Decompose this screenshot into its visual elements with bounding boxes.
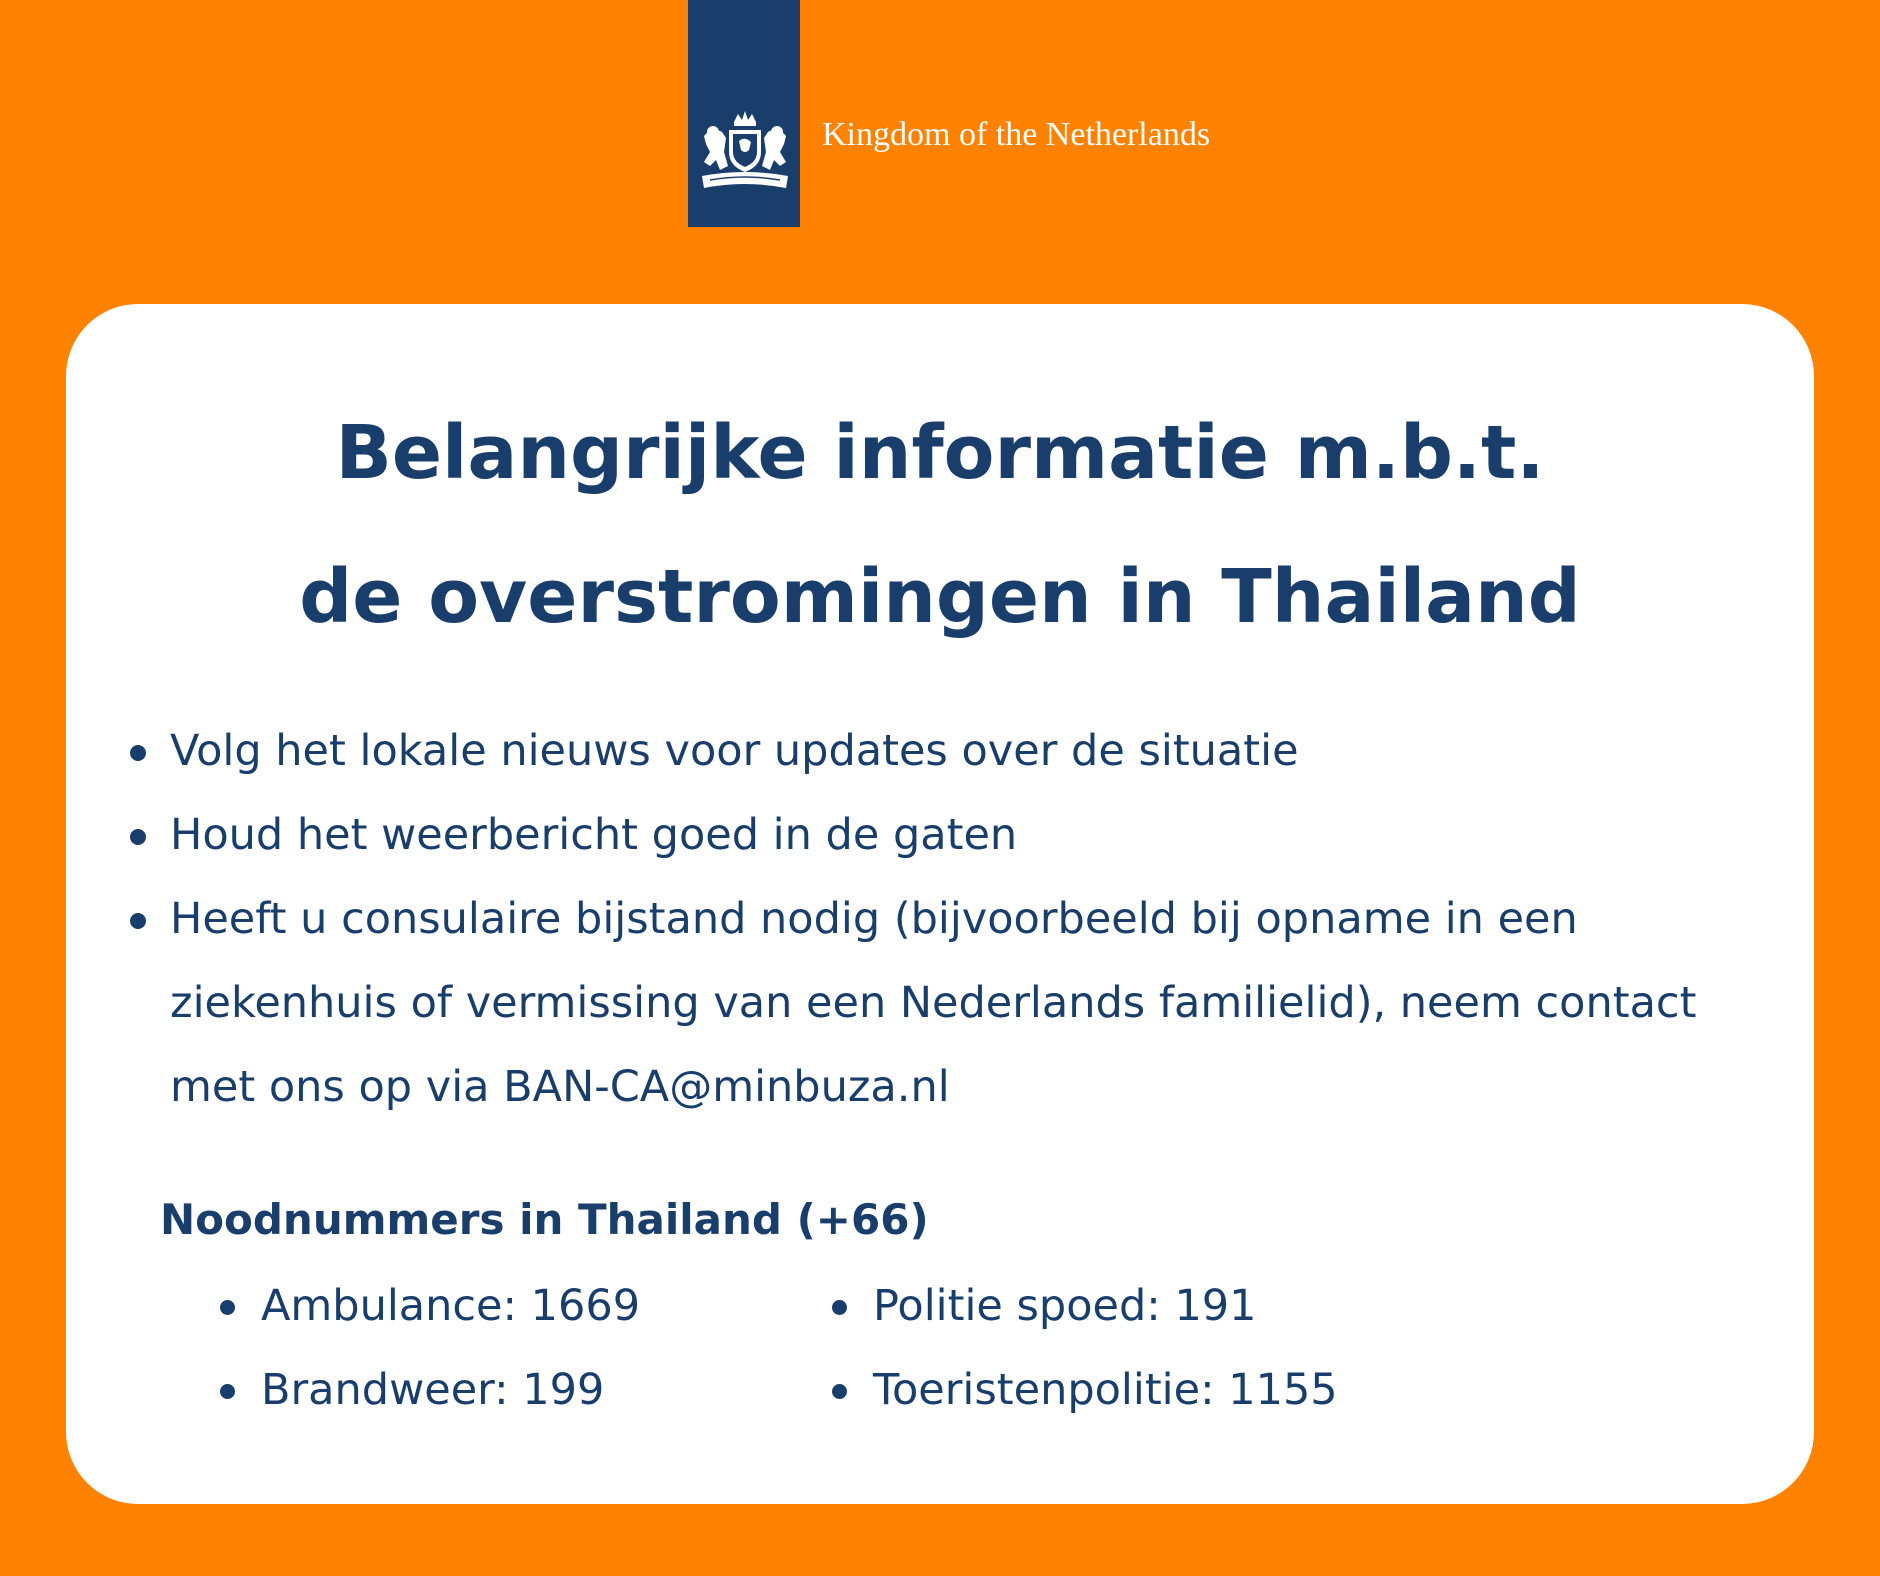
- list-item-text: Volg het lokale nieuws voor updates over de situatie: [170, 726, 1299, 776]
- emergency-number-police: [828, 1264, 1528, 1348]
- title-line-1: Belangrijke informatie m.b.t.: [335, 410, 1545, 496]
- bullet-icon: [220, 1300, 235, 1315]
- emergency-numbers-list: [216, 1264, 1616, 1432]
- bullet-icon: [832, 1300, 847, 1315]
- logo-block: [688, 0, 800, 227]
- emergency-numbers-title: Noodnummers in Thailand (+66): [160, 1195, 929, 1244]
- royal-coat-of-arms-icon: [696, 108, 794, 196]
- emergency-number-fire: [216, 1348, 828, 1432]
- bullet-icon: [130, 745, 146, 761]
- list-item: [122, 793, 1762, 877]
- org-name: Kingdom of the Netherlands: [822, 116, 1211, 153]
- info-card: [66, 304, 1814, 1504]
- emergency-number-text: Brandweer: 199: [261, 1365, 605, 1415]
- title-line-2: de overstromingen in Thailand: [299, 554, 1581, 640]
- emergency-number-text: Ambulance: 1669: [261, 1281, 641, 1331]
- list-item: [122, 709, 1762, 793]
- bullet-icon: [130, 829, 146, 845]
- emergency-number-text: Toeristenpolitie: 1155: [873, 1365, 1338, 1415]
- bullet-icon: [220, 1384, 235, 1399]
- list-item: [122, 877, 1762, 1129]
- page-title: [66, 381, 1814, 669]
- emergency-number-text: Politie spoed: 191: [873, 1281, 1257, 1331]
- bullet-icon: [130, 913, 146, 929]
- emergency-number-tourist-police: [828, 1348, 1528, 1432]
- list-item-text: Houd het weerbericht goed in de gaten: [170, 810, 1018, 860]
- emergency-number-ambulance: [216, 1264, 828, 1348]
- list-item-text: Heeft u consulaire bijstand nodig (bijvoorbeeld bij opname in een ziekenhuis of vermissing van een Nederlands familielid), neem contact met ons op via BAN-CA@minbuza.nl: [170, 894, 1697, 1112]
- advice-list: [122, 709, 1762, 1129]
- bullet-icon: [832, 1384, 847, 1399]
